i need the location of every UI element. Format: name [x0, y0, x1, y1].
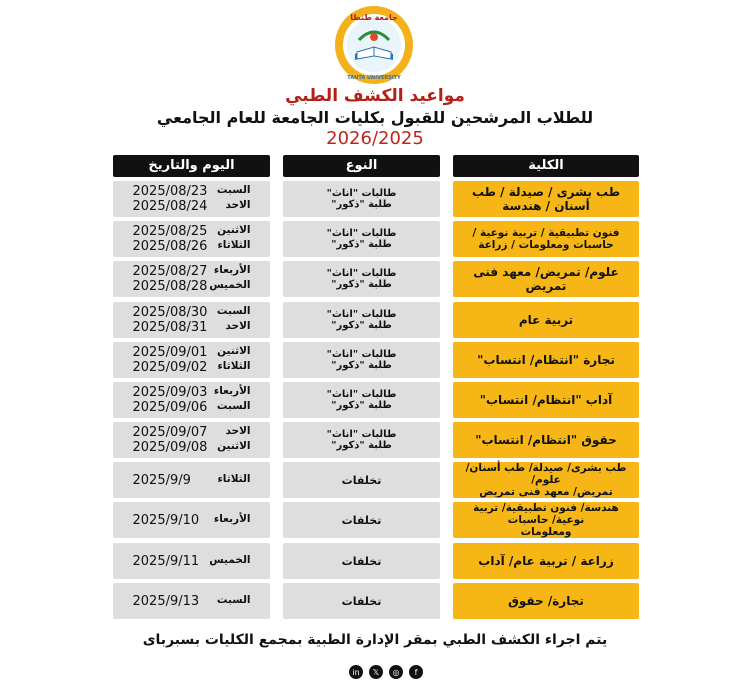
twitter-icon[interactable]: 𝕏 — [369, 665, 383, 679]
faculty-line: تجارة/ حقوق — [508, 594, 584, 608]
page-subtitle: للطلاب المرشحين للقبول بكليات الجامعة للعام الجامعي — [156, 108, 594, 127]
faculty-cell — [453, 302, 639, 338]
date-value: 2025/9/11 — [132, 553, 200, 569]
type-cell — [283, 543, 440, 579]
date-line — [133, 305, 251, 320]
date-value: 2025/09/03 — [132, 385, 208, 400]
date-line — [133, 594, 251, 609]
type-cell — [283, 422, 440, 458]
date-line — [133, 264, 251, 279]
faculty-line: تجارة "انتظام/ انتساب" — [477, 353, 615, 367]
date-cell — [113, 382, 270, 418]
date-value: 2025/09/07 — [132, 425, 208, 440]
academic-year: 2026/2025 — [326, 128, 424, 149]
date-value: 2025/08/30 — [132, 305, 208, 320]
instagram-icon[interactable]: ◎ — [389, 665, 403, 679]
date-value: 2025/9/9 — [132, 472, 191, 488]
day-name: الخميس — [209, 553, 251, 566]
type-line: طالبات "اناث" — [326, 429, 397, 440]
type-line: تخلفات — [341, 554, 382, 568]
type-line: طالبات "اناث" — [326, 389, 397, 400]
day-name: الاحد — [225, 320, 251, 332]
date-value: 2025/09/02 — [132, 360, 208, 375]
faculty-cell — [453, 382, 639, 418]
faculty-line: حقوق "انتظام/ انتساب" — [475, 433, 617, 447]
faculty-cell — [453, 502, 639, 538]
day-name: الثلاثاء — [217, 472, 251, 485]
faculty-line: فنون تطبيقية / تربية نوعية / — [472, 227, 620, 239]
day-name: الاحد — [225, 425, 251, 437]
faculty-line: ومعلومات — [520, 526, 572, 538]
date-line — [133, 239, 251, 254]
type-line: تخلفات — [341, 594, 382, 608]
type-line: طلبة "ذكور" — [331, 360, 392, 371]
faculty-line: زراعة / تربية عام/ آداب — [478, 554, 614, 568]
day-name: الاثنين — [217, 440, 251, 452]
date-line — [133, 554, 251, 569]
faculty-line: تمريض/ معهد فنى تمريض — [479, 486, 613, 498]
date-line — [133, 385, 251, 400]
date-cell — [113, 422, 270, 458]
type-cell — [283, 583, 440, 619]
day-name: الثلاثاء — [217, 360, 251, 372]
date-value: 2025/09/01 — [132, 345, 208, 360]
faculty-line: حاسبات ومعلومات / زراعة — [478, 239, 614, 251]
type-cell — [283, 462, 440, 498]
header-type: النوع — [283, 155, 440, 177]
faculty-cell — [453, 221, 639, 257]
date-cell — [113, 583, 270, 619]
type-line: تخلفات — [341, 513, 382, 527]
type-line: طلبة "ذكور" — [331, 199, 392, 210]
faculty-cell — [453, 181, 639, 217]
faculty-line: علوم/ تمريض/ معهد فنى تمريض — [473, 265, 619, 293]
faculty-line: طب بشرى / صيدلة / طب أسنان / هندسة — [471, 185, 621, 213]
faculty-cell — [453, 342, 639, 378]
faculty-line: آداب "انتظام/ انتساب" — [479, 393, 613, 407]
date-value: 2025/08/25 — [132, 224, 208, 239]
day-name: الاثنين — [217, 345, 251, 357]
date-cell — [113, 502, 270, 538]
type-cell — [283, 221, 440, 257]
page-title: مواعيد الكشف الطبي — [285, 86, 465, 106]
type-line: طالبات "اناث" — [326, 268, 397, 279]
day-name: الأربعاء — [213, 385, 251, 397]
day-name: الأربعاء — [213, 512, 251, 525]
type-line: طالبات "اناث" — [326, 309, 397, 320]
logo-english-text: TANTA UNIVERSITY — [347, 75, 401, 81]
faculty-cell — [453, 543, 639, 579]
day-name: الاحد — [225, 199, 251, 211]
date-cell — [113, 221, 270, 257]
type-line: طلبة "ذكور" — [331, 239, 392, 250]
day-name: السبت — [216, 593, 251, 606]
type-line: طالبات "اناث" — [326, 349, 397, 360]
faculty-cell — [453, 422, 639, 458]
day-name: الثلاثاء — [217, 239, 251, 251]
header-faculty: الكلية — [453, 155, 639, 177]
date-cell — [113, 462, 270, 498]
facebook-icon[interactable]: f — [409, 665, 423, 679]
type-line: طلبة "ذكور" — [331, 440, 392, 451]
date-line — [133, 224, 251, 239]
date-line — [133, 400, 251, 415]
date-value: 2025/09/08 — [132, 440, 208, 455]
date-value: 2025/9/13 — [132, 593, 200, 609]
date-line — [133, 279, 251, 294]
linkedin-icon[interactable]: in — [349, 665, 363, 679]
faculty-line: هندسة/ فنون تطبيقية/ تربية نوعية/ حاسبات — [473, 502, 619, 526]
date-line — [133, 425, 251, 440]
type-line: تخلفات — [341, 473, 382, 487]
date-cell — [113, 342, 270, 378]
date-value: 2025/08/24 — [132, 199, 208, 214]
faculty-cell — [453, 462, 639, 498]
faculty-cell — [453, 583, 639, 619]
type-line: طلبة "ذكور" — [331, 400, 392, 411]
date-value: 2025/08/23 — [132, 184, 208, 199]
date-line — [133, 320, 251, 335]
date-cell — [113, 181, 270, 217]
type-line: طالبات "اناث" — [326, 188, 397, 199]
logo-arabic-text: جامعة طنطا — [350, 13, 398, 22]
date-value: 2025/08/26 — [132, 239, 208, 254]
day-name: الأربعاء — [213, 264, 251, 276]
date-line — [133, 440, 251, 455]
type-cell — [283, 261, 440, 297]
type-cell — [283, 382, 440, 418]
type-line: طلبة "ذكور" — [331, 320, 392, 331]
date-cell — [113, 261, 270, 297]
date-line — [133, 199, 251, 214]
day-name: الاثنين — [217, 224, 251, 236]
date-value: 2025/08/27 — [132, 264, 208, 279]
day-name: السبت — [216, 305, 251, 317]
date-cell — [113, 302, 270, 338]
faculty-line: تربية عام — [518, 313, 574, 327]
date-line — [133, 345, 251, 360]
day-name: السبت — [216, 400, 251, 412]
faculty-cell — [453, 261, 639, 297]
day-name: السبت — [216, 184, 251, 196]
date-value: 2025/08/28 — [132, 279, 208, 294]
social-links — [349, 665, 423, 679]
day-name: الخميس — [209, 279, 251, 291]
type-cell — [283, 302, 440, 338]
type-cell — [283, 181, 440, 217]
footer-note: يتم اجراء الكشف الطبي بمقر الإدارة الطبية بمجمع الكليات بسبرباى — [142, 632, 608, 648]
date-line — [133, 473, 251, 488]
date-line — [133, 360, 251, 375]
faculty-line: طب بشرى/ صيدلة/ طب أسنان/ علوم/ — [465, 462, 627, 486]
type-cell — [283, 342, 440, 378]
date-cell — [113, 543, 270, 579]
date-value: 2025/09/06 — [132, 400, 208, 415]
university-logo — [333, 4, 415, 86]
type-line: طلبة "ذكور" — [331, 279, 392, 290]
date-value: 2025/9/10 — [132, 512, 200, 528]
date-line — [133, 184, 251, 199]
type-line: طالبات "اناث" — [326, 228, 397, 239]
header-date: اليوم والتاريخ — [113, 155, 270, 177]
date-line — [133, 513, 251, 528]
date-value: 2025/08/31 — [132, 320, 208, 335]
type-cell — [283, 502, 440, 538]
